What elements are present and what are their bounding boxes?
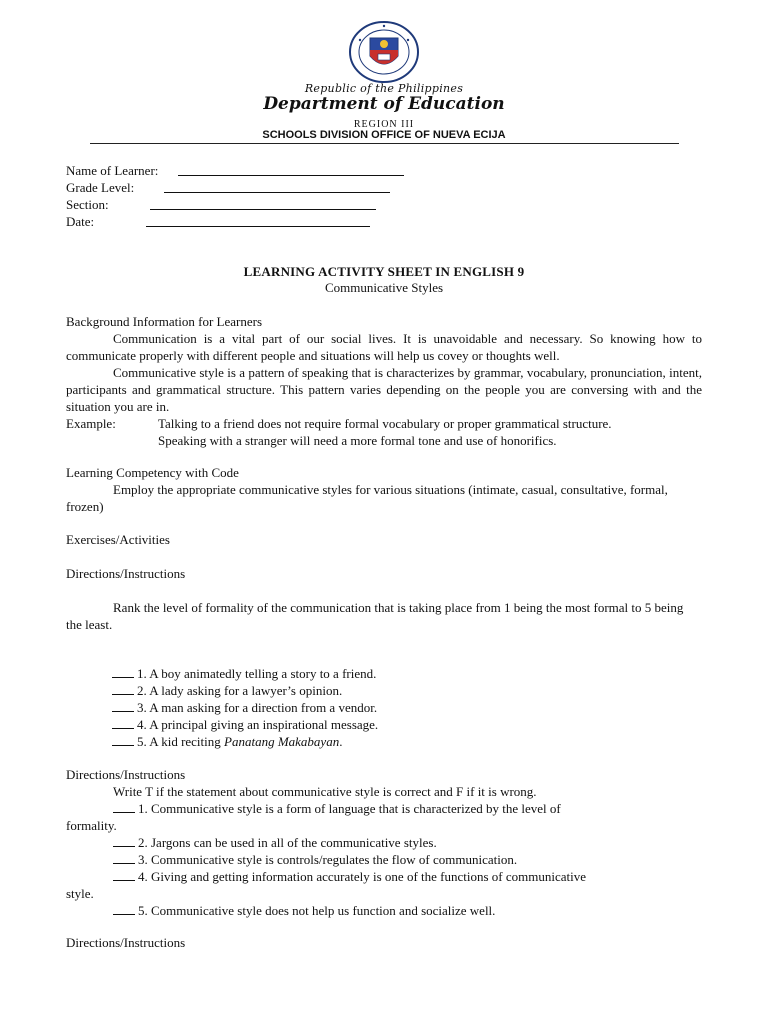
date-field[interactable] [146,226,370,227]
list-item-continuation: style. [66,886,94,901]
answer-blank[interactable] [113,868,135,881]
item-text: 3. Communicative style is controls/regulates the flow of communication. [138,852,518,867]
background-paragraph-2: Communicative style is a pattern of speaking that is characterizes by grammar, vocabulary, pronunciation, intent, participants and grammatical structure. This pattern varies depending on the people you are conversing with and the situation you are in. [66,365,702,414]
example-2: Speaking with a stranger will need a more formal tone and use of honorifics. [158,433,557,448]
list-item [112,733,672,750]
republic-heading: Republic of the Philippines [304,82,464,95]
activity2-section [66,766,702,919]
sheet-title: LEARNING ACTIVITY SHEET IN ENGLISH 9 [243,264,525,279]
answer-blank[interactable] [112,699,134,712]
item-text: 3. A man asking for a direction from a vendor. [137,700,378,715]
department-heading: Department of Education [263,94,505,114]
activity1-instruction-text: Rank the level of formality of the communication that is taking place from 1 being the most formal to 5 being the least. [66,600,684,632]
exercises-heading: Exercises/Activities [66,532,170,547]
answer-blank[interactable] [112,665,134,678]
sheet-subtitle: Communicative Styles [324,280,444,295]
item-text: 4. Giving and getting information accurately is one of the functions of communicative [138,869,587,884]
learner-name-row [66,162,158,179]
list-item [66,868,702,885]
list-item [66,834,702,851]
background-paragraph-1: Communication is a vital part of our social lives. It is unavoidable and necessary. So knowing how to communicate properly with different people and situations will help us covey or thoughts well. [66,331,702,363]
item-text: 1. A boy animatedly telling a story to a friend. [137,666,377,681]
answer-blank[interactable] [113,800,135,813]
list-item [66,902,702,919]
item-text: 4. A principal giving an inspirational message. [137,717,379,732]
directions-heading-2: Directions/Instructions [66,767,186,782]
list-item-continuation: formality. [66,818,117,833]
learner-info [66,162,158,230]
header-divider [90,143,679,144]
grade-level-row [66,179,158,196]
item-text: 1. Communicative style is a form of language that is characterized by the level of [138,801,561,816]
item-suffix: . [339,734,343,749]
example-row-2 [66,432,702,449]
item-italic-text: Panatang Makabayan [224,734,340,749]
list-item [112,665,672,682]
learner-name-label: Name of Learner: [66,163,159,178]
activity2-instruction: Write T if the statement about communicative style is correct and F if it is wrong. [113,784,537,799]
item-text: 5. A kid reciting [137,734,225,749]
list-item [112,682,672,699]
region-heading: REGION III [353,119,415,130]
answer-blank[interactable] [113,834,135,847]
activity1-list [112,665,672,750]
list-item [112,699,672,716]
date-label: Date: [66,214,95,229]
competency-section [66,464,702,515]
section-row [66,196,158,213]
section-field[interactable] [150,209,376,210]
item-text: 2. Jargons can be used in all of the communicative styles. [138,835,437,850]
section-label: Section: [66,197,109,212]
learner-name-field[interactable] [178,175,404,176]
background-section [66,313,702,449]
item-text: 2. A lady asking for a lawyer’s opinion. [137,683,343,698]
answer-blank[interactable] [113,902,135,915]
grade-level-label: Grade Level: [66,180,135,195]
answer-blank[interactable] [112,716,134,729]
directions-heading-1: Directions/Instructions [66,566,186,581]
item-text: 5. Communicative style does not help us function and socialize well. [138,903,496,918]
list-item [112,716,672,733]
division-heading: SCHOOLS DIVISION OFFICE OF NUEVA ECIJA [262,129,506,141]
answer-blank[interactable] [112,733,134,746]
example-1: Talking to a friend does not require formal vocabulary or proper grammatical structure. [158,416,612,431]
date-row [66,213,158,230]
example-row-1 [66,415,702,432]
example-label: Example: [66,416,116,431]
answer-blank[interactable] [112,682,134,695]
competency-text: Employ the appropriate communicative styles for various situations (intimate, casual, consultative, formal, frozen) [66,482,668,514]
grade-level-field[interactable] [164,192,390,193]
list-item [66,800,702,817]
answer-blank[interactable] [113,851,135,864]
background-heading: Background Information for Learners [66,314,263,329]
competency-heading: Learning Competency with Code [66,465,239,480]
activity1-instruction [66,599,702,633]
directions-heading-3: Directions/Instructions [66,935,186,950]
list-item [66,851,702,868]
deped-seal-logo [348,20,420,84]
